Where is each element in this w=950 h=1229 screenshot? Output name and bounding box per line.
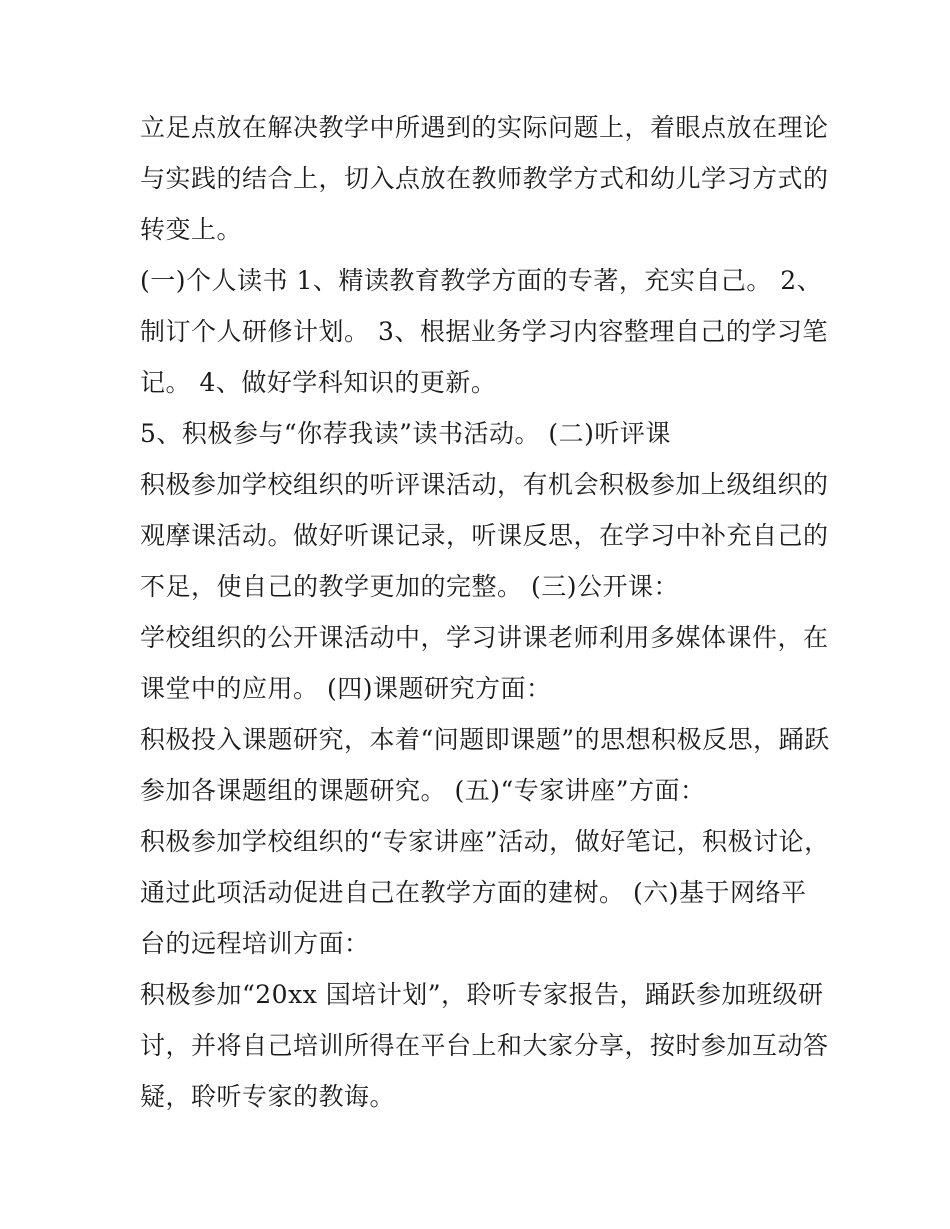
paragraph-line: 与实践的结合上，切入点放在教师教学方式和幼儿学习方式的 xyxy=(140,164,829,193)
paragraph-line: 积极参加学校组织的“专家讲座”活动，做好笔记，积极讨论， xyxy=(140,827,830,856)
paragraph-line: 通过此项活动促进自己在教学方面的建树。 (六)基于网络平 xyxy=(140,878,807,907)
paragraph-line: 积极投入课题研究，本着“问题即课题”的思想积极反思，踊跃 xyxy=(140,725,830,754)
paragraph-line: 台的远程培训方面： xyxy=(140,929,370,958)
paragraph-line: 5、积极参与“你荐我读”读书活动。 (二)听评课 xyxy=(140,419,671,448)
paragraph-line: 课堂中的应用。 (四)课题研究方面： xyxy=(140,674,552,703)
paragraph-line: 积极参加“20xx 国培计划”，聆听专家报告，踊跃参加班级研 xyxy=(140,980,824,1009)
paragraph-line: 立足点放在解决教学中所遇到的实际问题上，着眼点放在理论 xyxy=(140,113,829,142)
paragraph-line: 参加各课题组的课题研究。 (五)“专家讲座”方面： xyxy=(140,776,706,805)
paragraph-line: 讨，并将自己培训所得在平台上和大家分享，按时参加互动答 xyxy=(140,1031,829,1060)
paragraph-line: 记。 4、做好学科知识的更新。 xyxy=(140,368,497,397)
paragraph-line: 积极参加学校组织的听评课活动，有机会积极参加上级组织的 xyxy=(140,470,829,499)
paragraph-line: 制订个人研修计划。 3、根据业务学习内容整理自己的学习笔 xyxy=(140,317,828,346)
paragraph-line: 转变上。 xyxy=(140,215,243,244)
paragraph-line: 不足，使自己的教学更加的完整。 (三)公开课： xyxy=(140,572,679,601)
paragraph-line: 疑，聆听专家的教诲。 xyxy=(140,1082,396,1111)
paragraph-line: (一)个人读书 1、精读教育教学方面的专著，充实自己。 2、 xyxy=(140,266,823,295)
paragraph-line: 观摩课活动。做好听课记录，听课反思，在学习中补充自己的 xyxy=(140,521,829,550)
paragraph-line: 学校组织的公开课活动中，学习讲课老师利用多媒体课件，在 xyxy=(140,623,829,652)
